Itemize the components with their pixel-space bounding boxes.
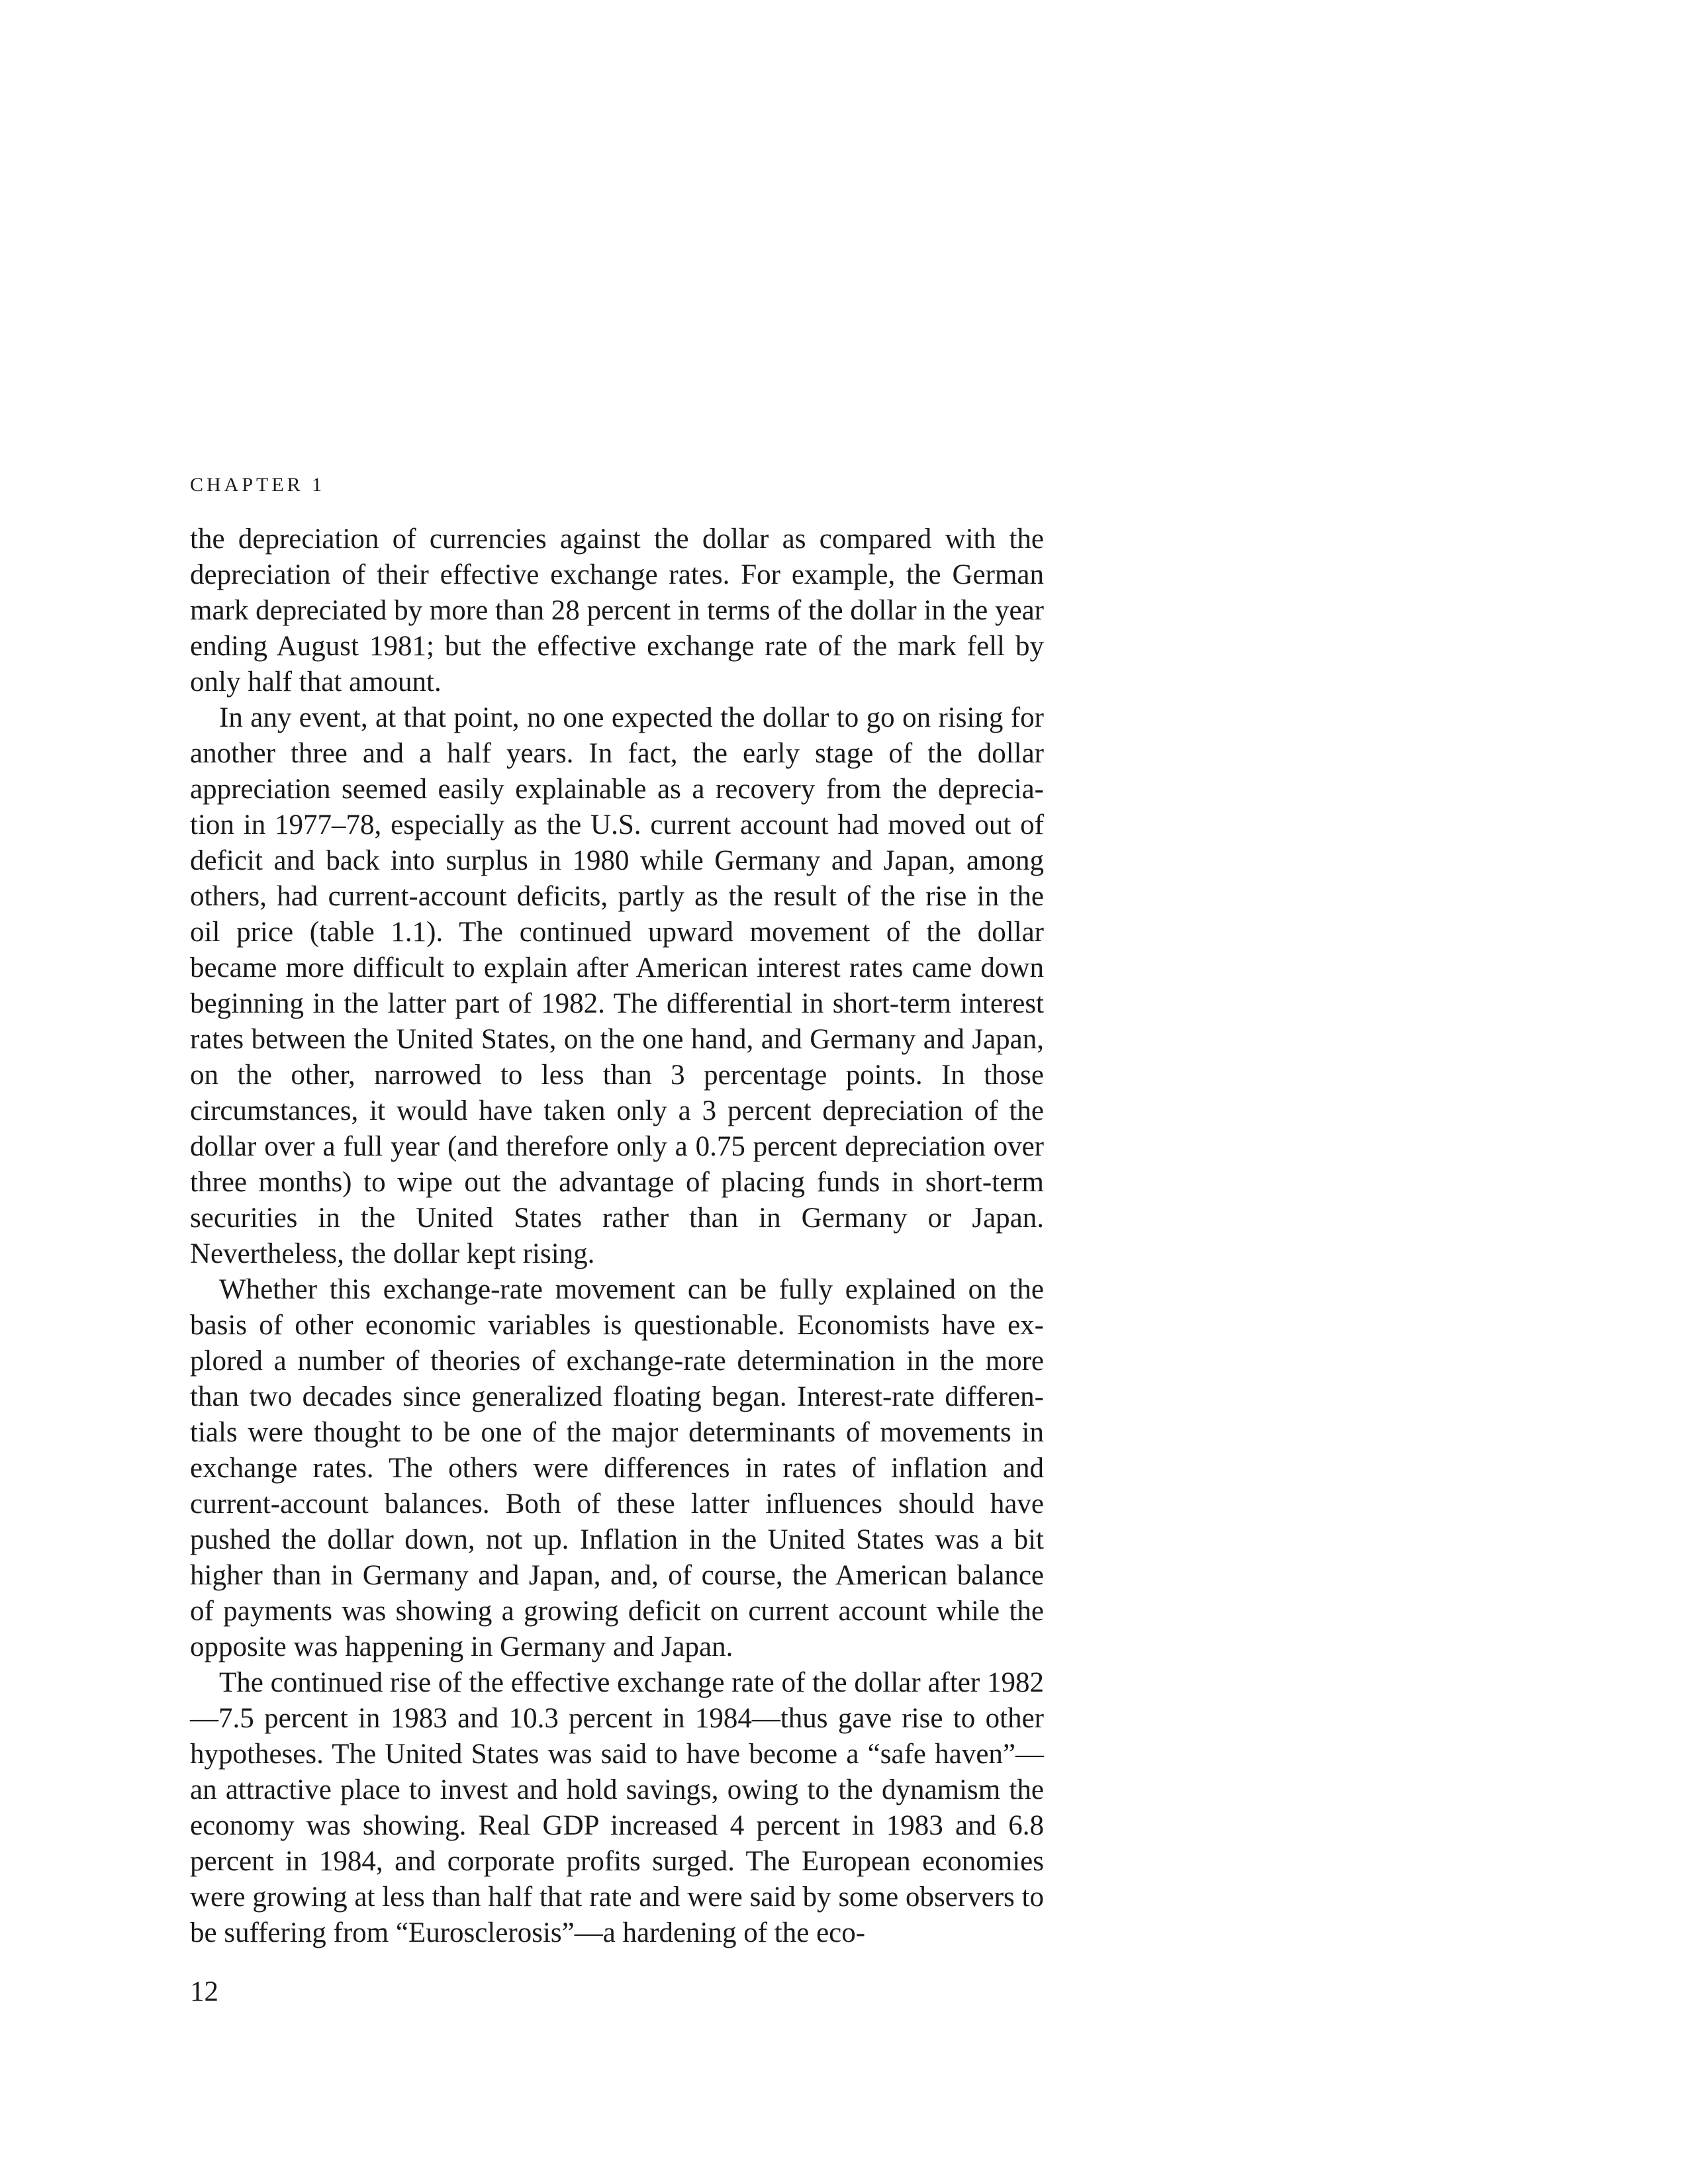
paragraph: Whether this exchange-rate movement can be fully explained on the basis of other economic variables is questionable. Economists have explored a number of theories of exchange-rate determination in the more than two decades since generalized floating began. Interest-rate differentials were thought to be one of the major determinants of movements in exchange rates. The others were differences in rates of inflation and current-account balances. Both of these latter influences should have pushed the dollar down, not up. Inflation in the United States was a bit higher than in Germany and Japan, and, of course, the American balance of payments was showing a growing deficit on current account while the opposite was happening in Germany and Japan.: [190, 1274, 1044, 1662]
paragraph: In any event, at that point, no one expected the dollar to go on rising for another three and a half years. In fact, the early stage of the dollar appreciation seemed easily explainable as a recovery from the depreciation in 1977–78, especially as the U.S. current account had moved out of deficit and back into surplus in 1980 while Germany and Japan, among others, had current-account deficits, partly as the result of the rise in the oil price (table 1.1). The continued upward movement of the dollar became more difficult to explain after American interest rates came down beginning in the latter part of 1982. The differential in short-term interest rates between the United States, on the one hand, and Germany and Japan, on the other, narrowed to less than 3 percentage points. In those circumstances, it would have taken only a 3 percent depreciation of the dollar over a full year (and therefore only a 0.75 percent depreciation over three months) to wipe out the advantage of placing funds in short-term securities in the United States rather than in Germany or Japan. Nevertheless, the dollar kept rising.: [190, 702, 1044, 1269]
paragraph-continued: the depreciation of currencies against the dollar as compared with the depreciation of their effective exchange rates. For example, the German mark depreciated by more than 28 percent in terms of the dollar in the year ending August 1981; but the effective exchange rate of the mark fell by only half that amount.: [190, 523, 1044, 698]
paragraph: The continued rise of the effective exchange rate of the dollar after 1982—7.5 percent in 1983 and 10.3 percent in 1984—thus gave rise to other hypotheses. The United States was said to have become a “safe haven”—an attractive place to invest and hold savings, owing to the dynamism the economy was showing. Real GDP increased 4 percent in 1983 and 6.8 percent in 1984, and corporate profits surged. The European economies were growing at less than half that rate and were said by some observers to be suffering from “Eurosclerosis”—a hardening of the eco-: [190, 1667, 1044, 1948]
page-number: 12: [190, 1976, 218, 2007]
body-text: [190, 522, 1044, 1951]
running-head: CHAPTER 1: [190, 474, 326, 496]
